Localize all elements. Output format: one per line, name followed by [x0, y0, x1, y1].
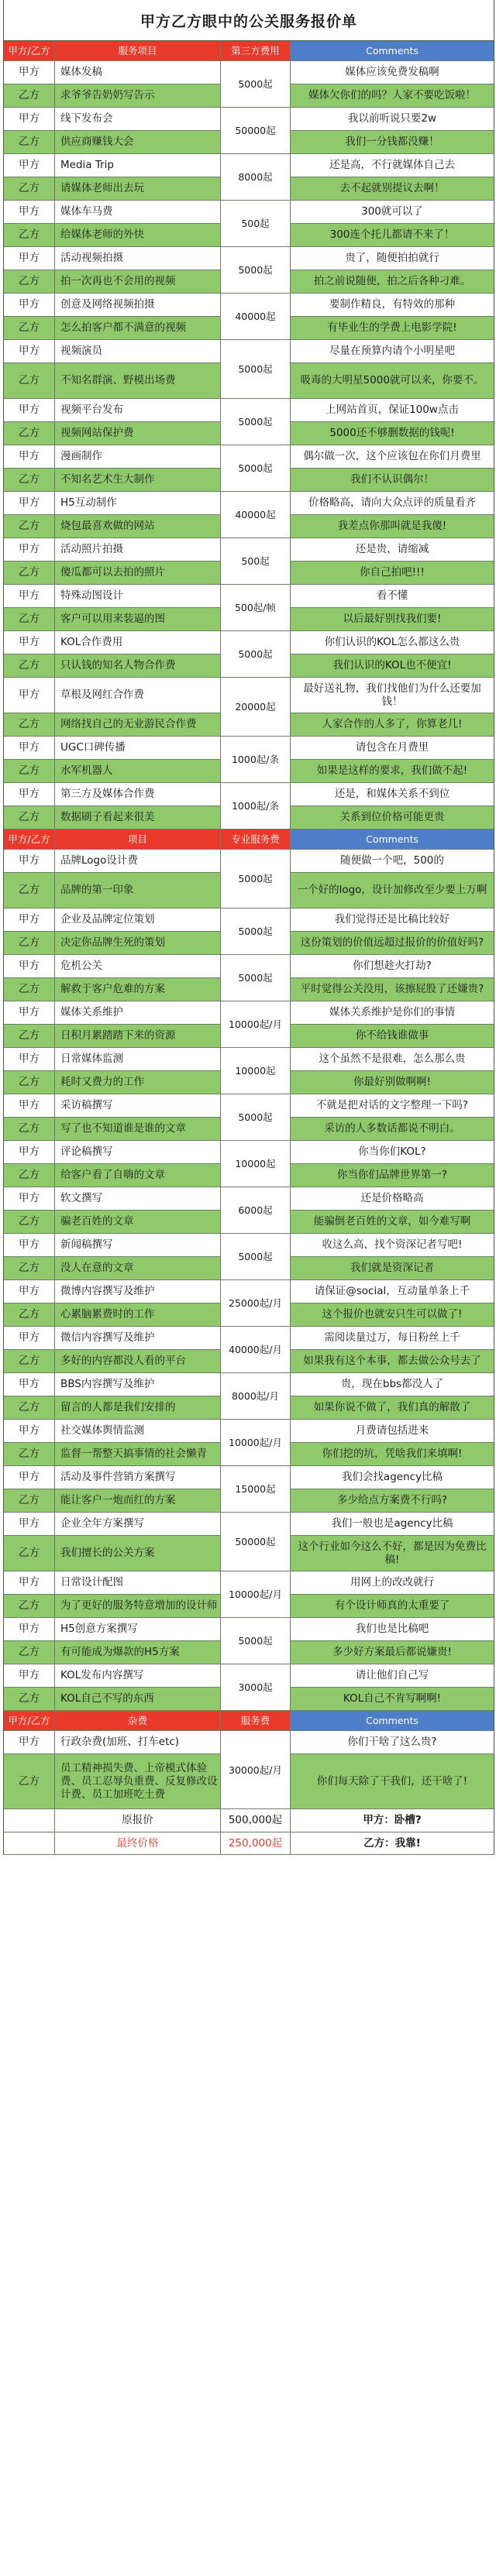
- service-item: 我们擅长的公关方案: [55, 1536, 221, 1571]
- service-item: 怎么拍客户都不满意的视频: [55, 317, 221, 340]
- service-item: 有可能成为爆款的H5方案: [55, 1641, 221, 1664]
- comment-cell: KOL自己不肯写啊啊!: [291, 1688, 494, 1711]
- comment-cell: 月费请包括进来: [291, 1420, 494, 1443]
- comment-cell: 多少好方案最后都说嫌贵!: [291, 1641, 494, 1664]
- price-cell: 10000起/月: [221, 1420, 291, 1466]
- service-item: 危机公关: [55, 955, 221, 978]
- party-cell: 乙方: [4, 1025, 55, 1048]
- comments-header: Comments: [291, 829, 494, 850]
- service-item: 行政杂费(加班、打车etc): [55, 1731, 221, 1754]
- service-item: 水军机器人: [55, 760, 221, 783]
- party-cell: 甲方: [4, 1187, 55, 1211]
- party-cell: 甲方: [4, 1001, 55, 1025]
- service-item: 留言的人都是我们安排的: [55, 1396, 221, 1420]
- price-cell: 50000起: [221, 1513, 291, 1571]
- comment-cell: 偶尔做一次，这个应该包在你们月费里: [291, 445, 494, 469]
- service-item: 媒体关系维护: [55, 1001, 221, 1025]
- price-cell: 40000起: [221, 294, 291, 340]
- comment-cell: 能骗倒老百姓的文章，如今难写啊: [291, 1211, 494, 1234]
- original-price-blank: [4, 1809, 55, 1832]
- service-item: 监督一帮整天搞事情的社会懒青: [55, 1443, 221, 1466]
- party-cell: 甲方: [4, 201, 55, 224]
- service-item: 拍一次再也不会用的视频: [55, 270, 221, 294]
- price-cell: 10000起/月: [221, 1571, 291, 1618]
- party-cell: 乙方: [4, 654, 55, 678]
- party-cell: 乙方: [4, 1118, 55, 1141]
- party-cell: 甲方: [4, 1731, 55, 1754]
- comment-cell: 这个虽然不是很难，怎么那么贵: [291, 1048, 494, 1071]
- comment-cell: 媒体欠你们的吗？人家不要吃饭啦！: [291, 84, 494, 108]
- comment-cell: 300连个托儿都请不来了！: [291, 224, 494, 247]
- price-cell: 8000起/月: [221, 1373, 291, 1420]
- price-cell: 15000起: [221, 1466, 291, 1513]
- service-item: 供应商赚钱大会: [55, 131, 221, 154]
- service-item: 不知名群演、野模出场费: [55, 363, 221, 399]
- party-cell: 甲方: [4, 908, 55, 932]
- party-header: 甲方/乙方: [4, 1711, 55, 1731]
- service-item: 品牌的第一印象: [55, 873, 221, 908]
- party-cell: 乙方: [4, 932, 55, 955]
- service-item: 日常媒体监测: [55, 1048, 221, 1071]
- price-header: 第三方费用: [221, 41, 291, 61]
- service-item: 草根及网红合作费: [55, 678, 221, 713]
- comment-cell: 采访的人多数话都说不明白。: [291, 1118, 494, 1141]
- service-item: 特殊动图设计: [55, 585, 221, 608]
- party-cell: 乙方: [4, 1257, 55, 1280]
- party-cell: 甲方: [4, 492, 55, 515]
- service-item: KOL合作费用: [55, 631, 221, 654]
- service-item: 网络找自己的无业游民合作费: [55, 713, 221, 737]
- comment-cell: 我差点你那叫就是我傻!: [291, 515, 494, 538]
- comment-cell: 请包含在月费里: [291, 737, 494, 760]
- comment-cell: 还是价格略高: [291, 1187, 494, 1211]
- comment-cell: 我们就是资深记者: [291, 1257, 494, 1280]
- party-cell: 甲方: [4, 955, 55, 978]
- comment-cell: 多少给点方案费不行吗?: [291, 1489, 494, 1513]
- comment-cell: 你当你们KOL?: [291, 1141, 494, 1164]
- service-item: Media Trip: [55, 154, 221, 177]
- service-item: 视频演员: [55, 340, 221, 363]
- comment-cell: 尽量在预算内请个小明星吧: [291, 340, 494, 363]
- price-cell: 30000起/月: [221, 1731, 291, 1809]
- party-header: 甲方/乙方: [4, 41, 55, 61]
- party-cell: 乙方: [4, 1641, 55, 1664]
- party-cell: 甲方: [4, 294, 55, 317]
- comment-cell: 你们认识的KOL怎么都这么贵: [291, 631, 494, 654]
- party-cell: 甲方: [4, 1094, 55, 1118]
- service-item: 请媒体老师出去玩: [55, 177, 221, 201]
- party-cell: 乙方: [4, 1754, 55, 1809]
- price-cell: 5000起: [221, 247, 291, 294]
- party-cell: 甲方: [4, 154, 55, 177]
- party-cell: 甲方: [4, 1373, 55, 1396]
- service-item: 创意及网络视频拍摄: [55, 294, 221, 317]
- service-item: KOL自己不写的东西: [55, 1688, 221, 1711]
- comment-cell: 收这么高，找个资深记者写吧!: [291, 1234, 494, 1257]
- comment-cell: 人家合作的人多了，你算老几!: [291, 713, 494, 737]
- price-cell: 40000起: [221, 492, 291, 538]
- party-cell: 乙方: [4, 270, 55, 294]
- party-cell: 乙方: [4, 1595, 55, 1618]
- comment-cell: 你最好别做啊啊!: [291, 1071, 494, 1094]
- price-cell: 5000起: [221, 850, 291, 908]
- comment-cell: 随便做一个吧，500的: [291, 850, 494, 873]
- comment-cell: 你自己拍吧!!!: [291, 562, 494, 585]
- party-cell: 乙方: [4, 1071, 55, 1094]
- price-cell: 50000起: [221, 108, 291, 154]
- service-item: 企业全年方案撰写: [55, 1513, 221, 1536]
- party-cell: 甲方: [4, 1280, 55, 1303]
- service-item: 能让客户一炮而红的方案: [55, 1489, 221, 1513]
- party-cell: 乙方: [4, 713, 55, 737]
- service-item: 解救于客户危难的方案: [55, 978, 221, 1001]
- party-cell: 乙方: [4, 978, 55, 1001]
- comment-cell: 你们想趁火打劫?: [291, 955, 494, 978]
- price-cell: 5000起: [221, 399, 291, 445]
- comment-cell: 吸毒的大明星5000就可以来，你要不。: [291, 363, 494, 399]
- comment-cell: 我们一般也是agency比稿: [291, 1513, 494, 1536]
- service-item: 新闻稿撰写: [55, 1234, 221, 1257]
- service-item: 只认钱的知名人物合作费: [55, 654, 221, 678]
- party-cell: 乙方: [4, 806, 55, 829]
- party-cell: 甲方: [4, 340, 55, 363]
- price-cell: 8000起: [221, 154, 291, 201]
- service-item: 媒体车马费: [55, 201, 221, 224]
- comment-cell: 你当你们品牌世界第一?: [291, 1164, 494, 1187]
- party-cell: 乙方: [4, 515, 55, 538]
- party-cell: 甲方: [4, 678, 55, 713]
- service-item: 活动照片拍摄: [55, 538, 221, 562]
- comment-cell: 你们干啥了这么贵?: [291, 1731, 494, 1754]
- service-item: 评论稿撰写: [55, 1141, 221, 1164]
- comment-cell: 如果是这样的要求，我们做不起!: [291, 760, 494, 783]
- comment-cell: 贵，现在bbs都没人了: [291, 1373, 494, 1396]
- party-cell: 甲方: [4, 631, 55, 654]
- price-cell: 20000起: [221, 678, 291, 737]
- comment-cell: 我们不认识偶尔！: [291, 469, 494, 492]
- service-item: 不知名艺术生大制作: [55, 469, 221, 492]
- party-cell: 甲方: [4, 1048, 55, 1071]
- price-cell: 25000起/月: [221, 1280, 291, 1327]
- comment-cell: 请保证@social，互动量单条上千: [291, 1280, 494, 1303]
- party-cell: 甲方: [4, 1571, 55, 1595]
- service-item: 没人在意的文章: [55, 1257, 221, 1280]
- party-cell: 乙方: [4, 84, 55, 108]
- party-cell: 甲方: [4, 247, 55, 270]
- comment-cell: 请让他们自己写: [291, 1664, 494, 1688]
- comment-cell: 看不懂: [291, 585, 494, 608]
- service-item: 心累脑累费时的工作: [55, 1303, 221, 1327]
- party-cell: 乙方: [4, 1396, 55, 1420]
- party-cell: 甲方: [4, 585, 55, 608]
- service-item: 线下发布会: [55, 108, 221, 131]
- price-cell: 3000起: [221, 1664, 291, 1711]
- party-cell: 乙方: [4, 562, 55, 585]
- party-cell: 甲方: [4, 1327, 55, 1350]
- service-item: H5互动制作: [55, 492, 221, 515]
- final-price-label: 最终价格: [55, 1832, 221, 1856]
- party-cell: 乙方: [4, 224, 55, 247]
- comment-cell: 你们每天除了干我们，还干啥了!: [291, 1754, 494, 1809]
- party-cell: 甲方: [4, 850, 55, 873]
- party-cell: 甲方: [4, 1618, 55, 1641]
- original-price-label: 原报价: [55, 1809, 221, 1832]
- party-cell: 甲方: [4, 399, 55, 422]
- service-item: 给媒体老师的外快: [55, 224, 221, 247]
- comment-cell: 价格略高，请向大众点评的质量看齐: [291, 492, 494, 515]
- service-item: 社交媒体舆情监测: [55, 1420, 221, 1443]
- comment-cell: 这份策划的价值远超过报价的价值好吗?: [291, 932, 494, 955]
- service-item: 写了也不知道谁是谁的文章: [55, 1118, 221, 1141]
- party-cell: 乙方: [4, 608, 55, 631]
- comment-cell: 我们也是比稿吧: [291, 1618, 494, 1641]
- service-item: 第三方及媒体合作费: [55, 783, 221, 806]
- price-header: 服务费: [221, 1711, 291, 1731]
- party-cell: 甲方: [4, 61, 55, 84]
- original-price-comment: 甲方：卧槽?: [291, 1809, 494, 1832]
- comments-header: Comments: [291, 1711, 494, 1731]
- party-cell: 乙方: [4, 131, 55, 154]
- final-price-value: 250,000起: [221, 1832, 291, 1856]
- service-item: BBS内容撰写及维护: [55, 1373, 221, 1396]
- price-cell: 5000起: [221, 445, 291, 492]
- party-cell: 乙方: [4, 1211, 55, 1234]
- party-cell: 甲方: [4, 1420, 55, 1443]
- party-cell: 乙方: [4, 317, 55, 340]
- price-cell: 6000起: [221, 1187, 291, 1234]
- final-price-comment: 乙方：我靠!: [291, 1832, 494, 1856]
- service-item: 骗老百姓的文章: [55, 1211, 221, 1234]
- comment-cell: 300就可以了: [291, 201, 494, 224]
- price-cell: 5000起: [221, 1618, 291, 1664]
- item-header: 服务项目: [55, 41, 221, 61]
- comment-cell: 贵了，随便拍拍就行: [291, 247, 494, 270]
- service-item: 求爷爷告奶奶写告示: [55, 84, 221, 108]
- service-item: 多好的内容都没人看的平台: [55, 1350, 221, 1373]
- party-cell: 乙方: [4, 760, 55, 783]
- party-cell: 乙方: [4, 1536, 55, 1571]
- comment-cell: 关系到位价格可能更贵: [291, 806, 494, 829]
- service-item: 微博内容撰写及维护: [55, 1280, 221, 1303]
- service-item: 视频网站保护费: [55, 422, 221, 445]
- service-item: 数据刷子看起来很美: [55, 806, 221, 829]
- party-cell: 甲方: [4, 737, 55, 760]
- sheet-title: 甲方乙方眼中的公关服务报价单: [4, 0, 494, 41]
- party-cell: 乙方: [4, 1164, 55, 1187]
- service-item: 决定你品牌生死的策划: [55, 932, 221, 955]
- comment-cell: 我们认识的KOL也不便宜!: [291, 654, 494, 678]
- comment-cell: 还是贵，请缩减: [291, 538, 494, 562]
- comment-cell: 你不给钱谁做事: [291, 1025, 494, 1048]
- comment-cell: 一个好的logo，设计加修改至少要上万啊: [291, 873, 494, 908]
- price-cell: 40000起/月: [221, 1327, 291, 1373]
- service-item: 漫画制作: [55, 445, 221, 469]
- party-cell: 乙方: [4, 1350, 55, 1373]
- price-cell: 500起/帧: [221, 585, 291, 631]
- service-item: 企业及品牌定位策划: [55, 908, 221, 932]
- price-cell: 5000起: [221, 1234, 291, 1280]
- service-item: 为了更好的服务特意增加的设计师: [55, 1595, 221, 1618]
- service-item: 视频平台发布: [55, 399, 221, 422]
- final-price-blank: [4, 1832, 55, 1856]
- service-item: H5创意方案撰写: [55, 1618, 221, 1641]
- party-cell: 乙方: [4, 1443, 55, 1466]
- comment-cell: 要制作精良，有特效的那种: [291, 294, 494, 317]
- comment-cell: 拍之前说随便，拍之后各种刁难。: [291, 270, 494, 294]
- comment-cell: 我们会找agency比稿: [291, 1466, 494, 1489]
- party-header: 甲方/乙方: [4, 829, 55, 850]
- comment-cell: 我们觉得还是比稿比较好: [291, 908, 494, 932]
- service-item: 傻瓜都可以去拍的照片: [55, 562, 221, 585]
- party-cell: 乙方: [4, 469, 55, 492]
- original-price-value: 500,000起: [221, 1809, 291, 1832]
- item-header: 项目: [55, 829, 221, 850]
- price-cell: 5000起: [221, 340, 291, 399]
- price-cell: 500起: [221, 201, 291, 247]
- price-cell: 5000起: [221, 955, 291, 1001]
- party-cell: 甲方: [4, 1234, 55, 1257]
- service-item: 采访稿撰写: [55, 1094, 221, 1118]
- comment-cell: 以后最好别找我们要!: [291, 608, 494, 631]
- comment-cell: 不就是把对话的文字整理一下吗?: [291, 1094, 494, 1118]
- party-cell: 甲方: [4, 1141, 55, 1164]
- price-cell: 10000起/月: [221, 1001, 291, 1048]
- comment-cell: 有个设计师真的太重要了: [291, 1595, 494, 1618]
- comment-cell: 上网站首页，保证100w点击: [291, 399, 494, 422]
- service-item: UGC口碑传播: [55, 737, 221, 760]
- comment-cell: 去不起就别提议去啊！: [291, 177, 494, 201]
- party-cell: 甲方: [4, 538, 55, 562]
- price-table: [4, 41, 494, 1855]
- party-cell: 乙方: [4, 873, 55, 908]
- party-cell: 甲方: [4, 108, 55, 131]
- comment-cell: 还是，和媒体关系不到位: [291, 783, 494, 806]
- comment-cell: 如果你说不做了，我们真的解散了: [291, 1396, 494, 1420]
- party-cell: 乙方: [4, 363, 55, 399]
- price-cell: 1000起/条: [221, 783, 291, 829]
- party-cell: 甲方: [4, 1664, 55, 1688]
- price-cell: 10000起: [221, 1048, 291, 1094]
- party-cell: 乙方: [4, 1688, 55, 1711]
- comments-header: Comments: [291, 41, 494, 61]
- comment-cell: 你们挖的坑，凭啥我们来填啊!: [291, 1443, 494, 1466]
- party-cell: 甲方: [4, 783, 55, 806]
- price-cell: 5000起: [221, 631, 291, 678]
- service-item: 微信内容撰写及维护: [55, 1327, 221, 1350]
- party-cell: 甲方: [4, 1466, 55, 1489]
- comment-cell: 媒体关系维护是你们的事情: [291, 1001, 494, 1025]
- party-cell: 乙方: [4, 1303, 55, 1327]
- comment-cell: 5000还不够删数据的钱呢!: [291, 422, 494, 445]
- service-item: 员工精神损失费、上帝模式体验费、员工忍辱负重费、反复修改设计费、员工加班吃土费: [55, 1754, 221, 1809]
- comment-cell: 我们一分钱都没赚！: [291, 131, 494, 154]
- comment-cell: 需阅读量过万，每日粉丝上千: [291, 1327, 494, 1350]
- service-item: 耗时又费力的工作: [55, 1071, 221, 1094]
- comment-cell: 最好送礼物，我们找他们为什么还要加钱！: [291, 678, 494, 713]
- price-header: 专业服务费: [221, 829, 291, 850]
- party-cell: 乙方: [4, 422, 55, 445]
- comment-cell: 还是高，不行就媒体自己去: [291, 154, 494, 177]
- price-cell: 10000起: [221, 1141, 291, 1187]
- price-cell: 5000起: [221, 1094, 291, 1141]
- service-item: 媒体发稿: [55, 61, 221, 84]
- comment-cell: 我以前听说只要2w: [291, 108, 494, 131]
- price-cell: 1000起/条: [221, 737, 291, 783]
- comment-cell: 平时觉得公关没用，该擦屁股了还嫌贵?: [291, 978, 494, 1001]
- comment-cell: 这个行业如今这么不好，都是因为免费比稿!: [291, 1536, 494, 1571]
- party-cell: 乙方: [4, 1489, 55, 1513]
- party-cell: 乙方: [4, 177, 55, 201]
- price-sheet: [3, 0, 494, 1855]
- comment-cell: 这个报价也就安只生可以做了!: [291, 1303, 494, 1327]
- service-item: 给客户看了自嗨的文章: [55, 1164, 221, 1187]
- price-cell: 500起: [221, 538, 291, 585]
- price-cell: 5000起: [221, 61, 291, 108]
- item-header: 杂费: [55, 1711, 221, 1731]
- comment-cell: 如果我有这个本事，都去做公众号去了: [291, 1350, 494, 1373]
- service-item: 活动视频拍摄: [55, 247, 221, 270]
- service-item: 日积月累踏踏下来的资源: [55, 1025, 221, 1048]
- service-item: KOL发布内容撰写: [55, 1664, 221, 1688]
- service-item: 活动及事件营销方案撰写: [55, 1466, 221, 1489]
- service-item: 日常设计配图: [55, 1571, 221, 1595]
- service-item: 烧包最喜欢做的网站: [55, 515, 221, 538]
- comment-cell: 媒体应该免费发稿啊: [291, 61, 494, 84]
- party-cell: 甲方: [4, 445, 55, 469]
- comment-cell: 用网上的改改就行: [291, 1571, 494, 1595]
- service-item: 品牌Logo设计费: [55, 850, 221, 873]
- price-cell: 5000起: [221, 908, 291, 955]
- service-item: 客户可以用来装逼的图: [55, 608, 221, 631]
- party-cell: 甲方: [4, 1513, 55, 1536]
- comment-cell: 有毕业生的学费上电影学院!: [291, 317, 494, 340]
- service-item: 软文撰写: [55, 1187, 221, 1211]
